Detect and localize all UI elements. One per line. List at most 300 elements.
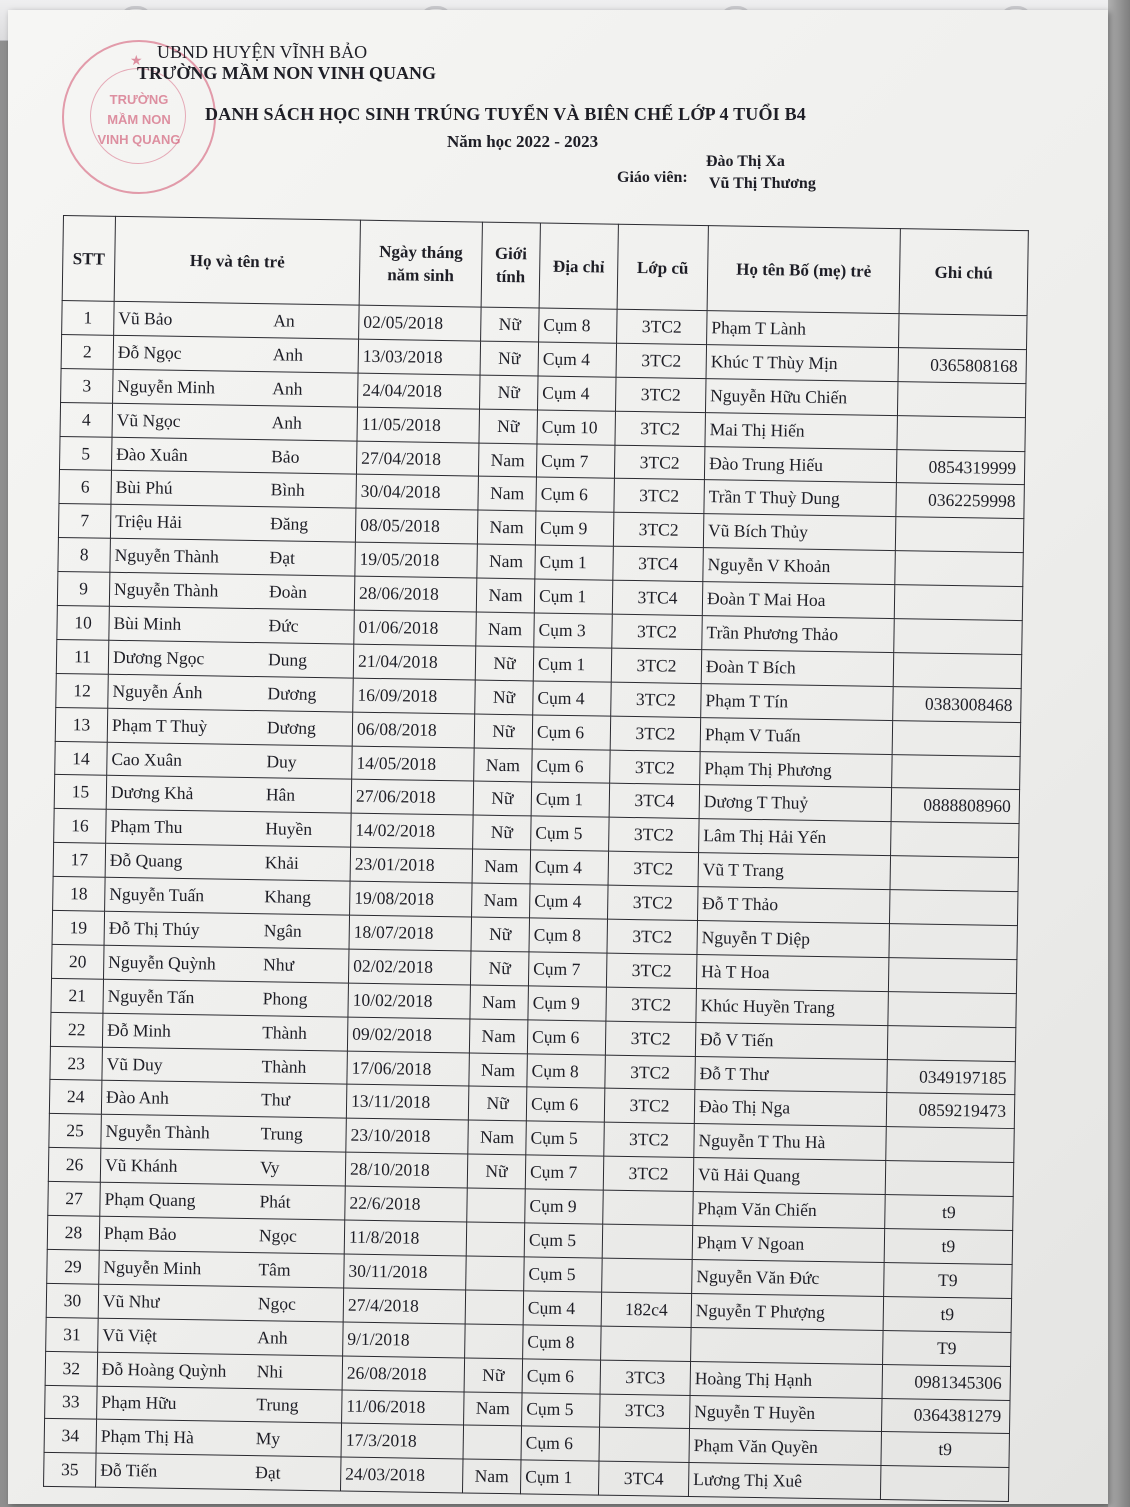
row-gender: Nữ	[480, 341, 539, 376]
child-name-wrap	[109, 918, 345, 943]
row-dob: 26/08/2018	[342, 1356, 465, 1392]
row-parent-name: Đỗ V Tiến	[695, 1022, 888, 1059]
row-stt: 17	[53, 843, 106, 878]
child-family-name: Đỗ Thị Thúy	[108, 917, 200, 940]
child-family-name: Đỗ Tiến	[100, 1459, 158, 1481]
row-parent-name: Nguyễn T Huyền	[690, 1395, 883, 1432]
row-child-name	[103, 979, 349, 1017]
row-note	[888, 991, 1017, 1027]
row-child-name	[100, 1182, 346, 1220]
row-dob: 16/09/2018	[353, 678, 476, 714]
row-gender: Nam	[476, 612, 535, 647]
row-old-class: 3TC2	[604, 1089, 695, 1124]
child-family-name: Vũ Bảo	[118, 307, 173, 329]
row-old-class: 3TC2	[606, 953, 697, 988]
row-address: Cụm 8	[523, 1325, 602, 1360]
row-old-class: 3TC4	[612, 580, 703, 615]
child-given-name: Anh	[271, 411, 303, 433]
row-dob: 18/07/2018	[349, 915, 472, 951]
row-dob: 23/10/2018	[346, 1118, 469, 1154]
header-old-class: Lớp cũ	[617, 224, 708, 310]
row-dob: 09/02/2018	[347, 1017, 470, 1053]
student-roster-table	[43, 215, 1029, 1502]
row-dob: 14/05/2018	[352, 746, 475, 782]
row-address: Cụm 6	[521, 1426, 600, 1461]
row-gender: Nữ	[474, 714, 533, 749]
row-gender: Nữ	[464, 1358, 523, 1393]
row-dob: 24/04/2018	[358, 373, 481, 409]
row-child-name	[108, 640, 354, 678]
child-given-name: Phát	[259, 1191, 291, 1212]
row-child-name	[99, 1216, 345, 1254]
row-gender	[466, 1222, 525, 1257]
row-dob: 01/06/2018	[354, 610, 477, 646]
row-note	[887, 1025, 1016, 1061]
row-old-class: 3TC2	[605, 1021, 696, 1056]
row-stt: 8	[58, 538, 111, 573]
row-stt: 33	[45, 1385, 98, 1420]
row-dob: 21/04/2018	[353, 644, 476, 680]
row-old-class: 3TC4	[598, 1461, 689, 1496]
child-family-name: Đỗ Quang	[109, 850, 183, 872]
row-old-class: 3TC4	[613, 546, 704, 581]
child-given-name: Dung	[267, 649, 308, 670]
row-gender: Nữ	[480, 375, 539, 410]
row-stt: 23	[50, 1046, 103, 1081]
row-old-class: 182c4	[601, 1292, 692, 1327]
child-name-wrap	[111, 748, 347, 773]
header-gender: Giới tính	[481, 222, 540, 308]
child-given-name: Như	[263, 954, 295, 975]
row-child-name	[98, 1284, 344, 1322]
row-old-class: 3TC2	[605, 1055, 696, 1090]
child-name-wrap	[102, 1358, 338, 1383]
row-old-class	[602, 1258, 693, 1293]
row-gender: Nam	[472, 849, 531, 884]
row-stt: 27	[48, 1182, 101, 1217]
row-dob: 02/02/2018	[348, 949, 471, 985]
row-parent-name: Hà T Hoa	[696, 954, 889, 991]
child-name-wrap	[116, 477, 352, 502]
child-family-name: Vũ Ngọc	[116, 409, 181, 431]
child-family-name: Dương Ngọc	[112, 646, 205, 669]
row-parent-name	[691, 1327, 884, 1364]
row-gender: Nam	[462, 1459, 521, 1494]
row-old-class: 3TC2	[612, 614, 703, 649]
row-parent-name: Khúc T Thùy Mịn	[706, 345, 899, 382]
row-parent-name: Lâm Thị Hải Yến	[699, 819, 892, 856]
row-old-class: 3TC4	[609, 784, 700, 819]
row-old-class: 3TC3	[600, 1360, 691, 1395]
row-gender: Nam	[478, 477, 537, 512]
row-stt: 22	[50, 1012, 103, 1047]
row-note: t9	[885, 1195, 1014, 1231]
agency-name: UBND HUYỆN VĨNH BẢO	[157, 42, 368, 62]
child-given-name: Bảo	[271, 445, 300, 467]
row-gender: Nam	[464, 1391, 523, 1426]
child-given-name: Phong	[262, 987, 308, 1009]
row-address: Cụm 4	[538, 342, 617, 377]
child-given-name: Trung	[260, 1123, 303, 1145]
row-gender: Nữ	[468, 1086, 527, 1121]
row-child-name	[114, 301, 360, 339]
row-note	[897, 381, 1026, 417]
row-address: Cụm 4	[533, 681, 612, 716]
header-address: Địa chỉ	[539, 223, 618, 309]
row-dob: 13/03/2018	[358, 339, 481, 375]
row-old-class: 3TC2	[610, 716, 701, 751]
child-family-name: Vũ Như	[102, 1290, 160, 1312]
row-child-name	[113, 369, 359, 407]
row-child-name	[97, 1386, 343, 1424]
child-given-name: Tâm	[258, 1259, 291, 1280]
row-old-class: 3TC3	[600, 1394, 691, 1429]
row-note: 0364381279	[881, 1398, 1010, 1434]
row-parent-name: Nguyễn Văn Đức	[692, 1259, 885, 1296]
row-address: Cụm 5	[524, 1223, 603, 1258]
row-stt: 3	[61, 368, 114, 403]
child-name-wrap	[118, 308, 354, 333]
document-title: DANH SÁCH HỌC SINH TRÚNG TUYỂN VÀ BIÊN CHẾ LỚP 4 TUỔI B4	[205, 104, 806, 124]
row-note	[889, 890, 1018, 926]
row-stt: 18	[53, 877, 106, 912]
row-stt: 31	[46, 1317, 99, 1352]
child-name-wrap	[101, 1392, 337, 1417]
row-gender: Nam	[477, 510, 536, 545]
row-address: Cụm 5	[526, 1121, 605, 1156]
row-parent-name: Trần Phương Thảo	[702, 616, 895, 653]
child-given-name: Đạt	[269, 547, 296, 568]
row-note	[899, 314, 1028, 350]
header-child-name: Họ và tên trẻ	[114, 216, 360, 305]
row-child-name	[101, 1115, 347, 1153]
row-note	[891, 822, 1020, 858]
child-family-name: Triệu Hải	[115, 511, 183, 533]
child-family-name: Nguyễn Thành	[113, 578, 219, 601]
row-stt: 4	[60, 402, 113, 437]
child-name-wrap	[118, 342, 354, 367]
header-note: Ghi chú	[899, 229, 1028, 316]
row-stt: 11	[56, 639, 109, 674]
row-address: Cụm 8	[527, 1053, 606, 1088]
row-dob: 28/10/2018	[345, 1152, 468, 1188]
row-gender: Nữ	[479, 409, 538, 444]
child-family-name: Nguyễn Quỳnh	[108, 951, 216, 974]
child-given-name: Anh	[272, 378, 303, 399]
row-parent-name: Hoàng Thị Hạnh	[690, 1361, 883, 1398]
row-gender: Nam	[478, 443, 537, 478]
child-given-name: Đăng	[270, 513, 309, 535]
row-gender	[467, 1188, 526, 1223]
child-family-name: Bùi Minh	[113, 612, 182, 634]
row-child-name	[98, 1318, 344, 1356]
row-parent-name: Khúc Huyền Trang	[696, 988, 889, 1025]
child-family-name: Nguyễn Tấn	[107, 985, 195, 1007]
row-stt: 21	[51, 978, 104, 1013]
child-given-name: Ngọc	[257, 1292, 296, 1314]
row-address: Cụm 7	[536, 444, 615, 479]
child-given-name: Thành	[261, 1055, 307, 1077]
row-dob: 11/06/2018	[342, 1390, 465, 1426]
row-gender: Nữ	[475, 646, 534, 681]
child-given-name: Đạt	[255, 1462, 281, 1483]
row-note	[895, 551, 1024, 587]
row-parent-name: Nguyễn Hữu Chiến	[705, 378, 898, 415]
child-family-name: Nguyễn Tuấn	[109, 883, 205, 906]
row-dob: 24/03/2018	[340, 1457, 463, 1493]
row-dob: 11/05/2018	[357, 407, 480, 443]
row-stt: 24	[49, 1080, 102, 1115]
row-child-name	[111, 437, 357, 475]
row-note	[892, 754, 1021, 790]
row-note	[895, 517, 1024, 553]
child-name-wrap	[104, 1223, 340, 1248]
row-note: 0981345306	[882, 1364, 1011, 1400]
child-family-name: Phạm T Thuỳ	[111, 714, 208, 736]
child-name-wrap	[100, 1460, 336, 1485]
row-child-name	[112, 403, 358, 441]
child-family-name: Đỗ Ngọc	[117, 341, 182, 363]
row-note	[897, 415, 1026, 451]
child-given-name: Đoàn	[268, 581, 308, 602]
row-note	[880, 1466, 1009, 1502]
row-address: Cụm 4	[530, 850, 609, 885]
child-family-name: Đỗ Minh	[107, 1019, 172, 1041]
child-name-wrap	[110, 850, 346, 875]
row-address: Cụm 1	[535, 545, 614, 580]
row-parent-name: Phạm T Lành	[707, 311, 900, 348]
row-address: Cụm 8	[529, 918, 608, 953]
row-address: Cụm 9	[525, 1189, 604, 1224]
row-gender: Nam	[468, 1120, 527, 1155]
row-note	[889, 924, 1018, 960]
row-old-class: 3TC2	[614, 445, 705, 480]
row-old-class: 3TC2	[608, 885, 699, 920]
row-parent-name: Nguyễn V Khoản	[703, 548, 896, 585]
row-note: t9	[883, 1296, 1012, 1332]
child-given-name: My	[255, 1428, 281, 1449]
row-stt: 1	[62, 300, 115, 335]
row-child-name	[104, 911, 350, 949]
row-note: 0349197185	[887, 1059, 1016, 1095]
row-child-name	[109, 572, 355, 610]
child-family-name: Phạm Thị Hà	[100, 1426, 194, 1448]
row-stt: 20	[52, 944, 105, 979]
row-dob: 17/3/2018	[341, 1423, 464, 1459]
child-name-wrap	[114, 579, 350, 604]
teacher-name: Đào Thị Xa	[706, 153, 785, 170]
child-family-name: Phạm Thu	[110, 816, 183, 838]
row-old-class: 3TC2	[615, 411, 706, 446]
row-gender	[466, 1256, 525, 1291]
row-stt: 28	[47, 1215, 100, 1250]
child-name-wrap	[115, 511, 351, 536]
row-child-name	[110, 539, 356, 577]
child-family-name: Vũ Việt	[102, 1324, 158, 1346]
row-address: Cụm 6	[527, 1020, 606, 1055]
child-given-name: Dương	[266, 716, 317, 738]
row-dob: 06/08/2018	[352, 712, 475, 748]
row-stt: 5	[59, 436, 112, 471]
child-family-name: Nguyễn Thành	[114, 545, 219, 567]
table-header-row	[62, 216, 1028, 316]
row-address: Cụm 1	[534, 579, 613, 614]
row-old-class: 3TC2	[603, 1156, 694, 1191]
row-note: 0859219473	[886, 1093, 1015, 1129]
row-parent-name: Nguyễn T Thu Hà	[694, 1124, 887, 1161]
row-child-name	[102, 1047, 348, 1085]
row-old-class: 3TC2	[604, 1122, 695, 1157]
row-old-class: 3TC2	[615, 377, 706, 412]
child-name-wrap	[107, 1053, 343, 1078]
child-given-name: Ngân	[263, 920, 302, 941]
child-family-name: Phạm Hữu	[101, 1392, 177, 1414]
row-child-name	[111, 471, 357, 509]
row-dob: 30/11/2018	[344, 1254, 467, 1290]
child-family-name: Phạm Bảo	[103, 1222, 177, 1244]
child-given-name: Anh	[257, 1326, 288, 1348]
row-child-name	[110, 505, 356, 543]
row-old-class	[601, 1326, 692, 1361]
child-name-wrap	[112, 681, 348, 706]
row-old-class: 3TC2	[607, 919, 698, 954]
row-gender	[463, 1425, 522, 1460]
row-dob: 13/11/2018	[346, 1085, 469, 1121]
row-child-name	[99, 1250, 345, 1288]
row-old-class: 3TC2	[610, 750, 701, 785]
row-note	[893, 653, 1022, 689]
row-address: Cụm 6	[536, 477, 615, 512]
row-address: Cụm 4	[523, 1291, 602, 1326]
stamp-line: TRƯỜNG	[109, 92, 169, 107]
child-given-name: Dương	[267, 683, 317, 704]
child-given-name: Duy	[266, 750, 297, 772]
child-given-name: Đức	[268, 615, 299, 636]
row-gender: Nữ	[470, 951, 529, 986]
row-note: 0365808168	[898, 348, 1027, 384]
row-note: 0383008468	[893, 686, 1022, 722]
child-family-name: Vũ Khánh	[104, 1154, 178, 1177]
row-gender: Nam	[469, 1053, 528, 1088]
child-family-name: Nguyễn Minh	[103, 1256, 202, 1279]
child-name-wrap	[112, 714, 348, 739]
row-parent-name: Vũ Hải Quang	[693, 1158, 886, 1195]
child-family-name: Nguyễn Minh	[117, 375, 216, 398]
header-dob: Ngày tháng năm sinh	[359, 220, 482, 307]
row-address: Cụm 7	[525, 1155, 604, 1190]
child-given-name: Anh	[272, 344, 304, 365]
row-gender: Nữ	[467, 1154, 526, 1189]
child-name-wrap	[108, 952, 344, 977]
row-child-name	[96, 1453, 342, 1491]
row-gender: Nữ	[471, 917, 530, 952]
row-dob: 19/08/2018	[350, 881, 473, 917]
row-dob: 19/05/2018	[355, 542, 478, 578]
row-parent-name: Phạm V Ngoan	[692, 1226, 885, 1263]
row-old-class: 3TC2	[606, 987, 697, 1022]
row-address: Cụm 5	[524, 1257, 603, 1292]
row-note	[886, 1127, 1015, 1163]
row-stt: 7	[58, 504, 111, 539]
row-address: Cụm 9	[528, 986, 607, 1021]
row-old-class: 3TC2	[616, 343, 707, 378]
row-child-name	[104, 945, 350, 983]
child-family-name: Đỗ Hoàng Quỳnh	[101, 1358, 227, 1381]
row-child-name	[102, 1013, 348, 1051]
row-dob: 23/01/2018	[350, 847, 473, 883]
row-note	[894, 585, 1023, 621]
row-parent-name: Phạm Văn Quyền	[689, 1429, 882, 1466]
row-old-class: 3TC2	[611, 648, 702, 683]
row-gender: Nữ	[481, 307, 540, 342]
teacher-name: Vũ Thị Thương	[709, 175, 816, 192]
header-parent-name: Họ tên Bố (mẹ) trẻ	[707, 226, 900, 314]
stamp-line: VINH QUANG	[97, 132, 181, 147]
row-note: T9	[883, 1330, 1012, 1366]
row-address: Cụm 3	[534, 613, 613, 648]
row-parent-name: Nguyễn T Phượng	[691, 1293, 884, 1330]
child-name-wrap	[109, 884, 345, 909]
row-address: Cụm 4	[530, 884, 609, 919]
child-family-name: Dương Khả	[110, 782, 194, 804]
child-given-name: Nhi	[256, 1360, 284, 1382]
row-child-name	[96, 1420, 342, 1458]
row-stt: 26	[48, 1148, 101, 1183]
child-given-name: Vy	[259, 1157, 280, 1178]
background-edge	[1108, 0, 1130, 1507]
row-dob: 11/8/2018	[344, 1220, 467, 1256]
star-icon: ★	[130, 52, 143, 68]
row-parent-name: Phạm T Tín	[701, 683, 894, 720]
row-note: t9	[881, 1432, 1010, 1468]
row-parent-name: Phạm Văn Chiến	[693, 1192, 886, 1229]
child-name-wrap	[101, 1426, 337, 1451]
child-name-wrap	[105, 1121, 341, 1146]
row-address: Cụm 1	[533, 647, 612, 682]
row-dob: 27/06/2018	[351, 780, 474, 816]
child-name-wrap	[111, 782, 347, 807]
child-name-wrap	[104, 1189, 340, 1214]
child-name-wrap	[116, 443, 352, 468]
child-name-wrap	[114, 545, 350, 570]
child-family-name: Đào Anh	[105, 1087, 170, 1109]
row-child-name	[105, 877, 351, 915]
row-child-name	[106, 776, 352, 814]
row-stt: 9	[57, 572, 110, 607]
row-stt: 32	[45, 1351, 98, 1386]
row-note: T9	[884, 1262, 1013, 1298]
row-dob: 28/06/2018	[354, 576, 477, 612]
table-body	[44, 300, 1028, 1501]
row-address: Cụm 8	[539, 308, 618, 343]
child-given-name: Hân	[265, 784, 296, 806]
row-gender	[465, 1324, 524, 1359]
row-parent-name: Trần T Thuỳ Dung	[704, 480, 897, 517]
header-stt: STT	[62, 216, 115, 302]
row-old-class: 3TC2	[609, 818, 700, 853]
row-dob: 27/4/2018	[343, 1288, 466, 1324]
row-parent-name: Vũ T Trang	[698, 853, 891, 890]
row-stt: 34	[44, 1419, 97, 1454]
row-address: Cụm 6	[532, 749, 611, 784]
row-note	[890, 856, 1019, 892]
row-stt: 2	[61, 334, 114, 369]
row-dob: 27/04/2018	[356, 441, 479, 477]
row-note	[885, 1161, 1014, 1197]
row-note: t9	[884, 1229, 1013, 1265]
row-parent-name: Đỗ T Thư	[695, 1056, 888, 1093]
row-gender: Nữ	[473, 781, 532, 816]
